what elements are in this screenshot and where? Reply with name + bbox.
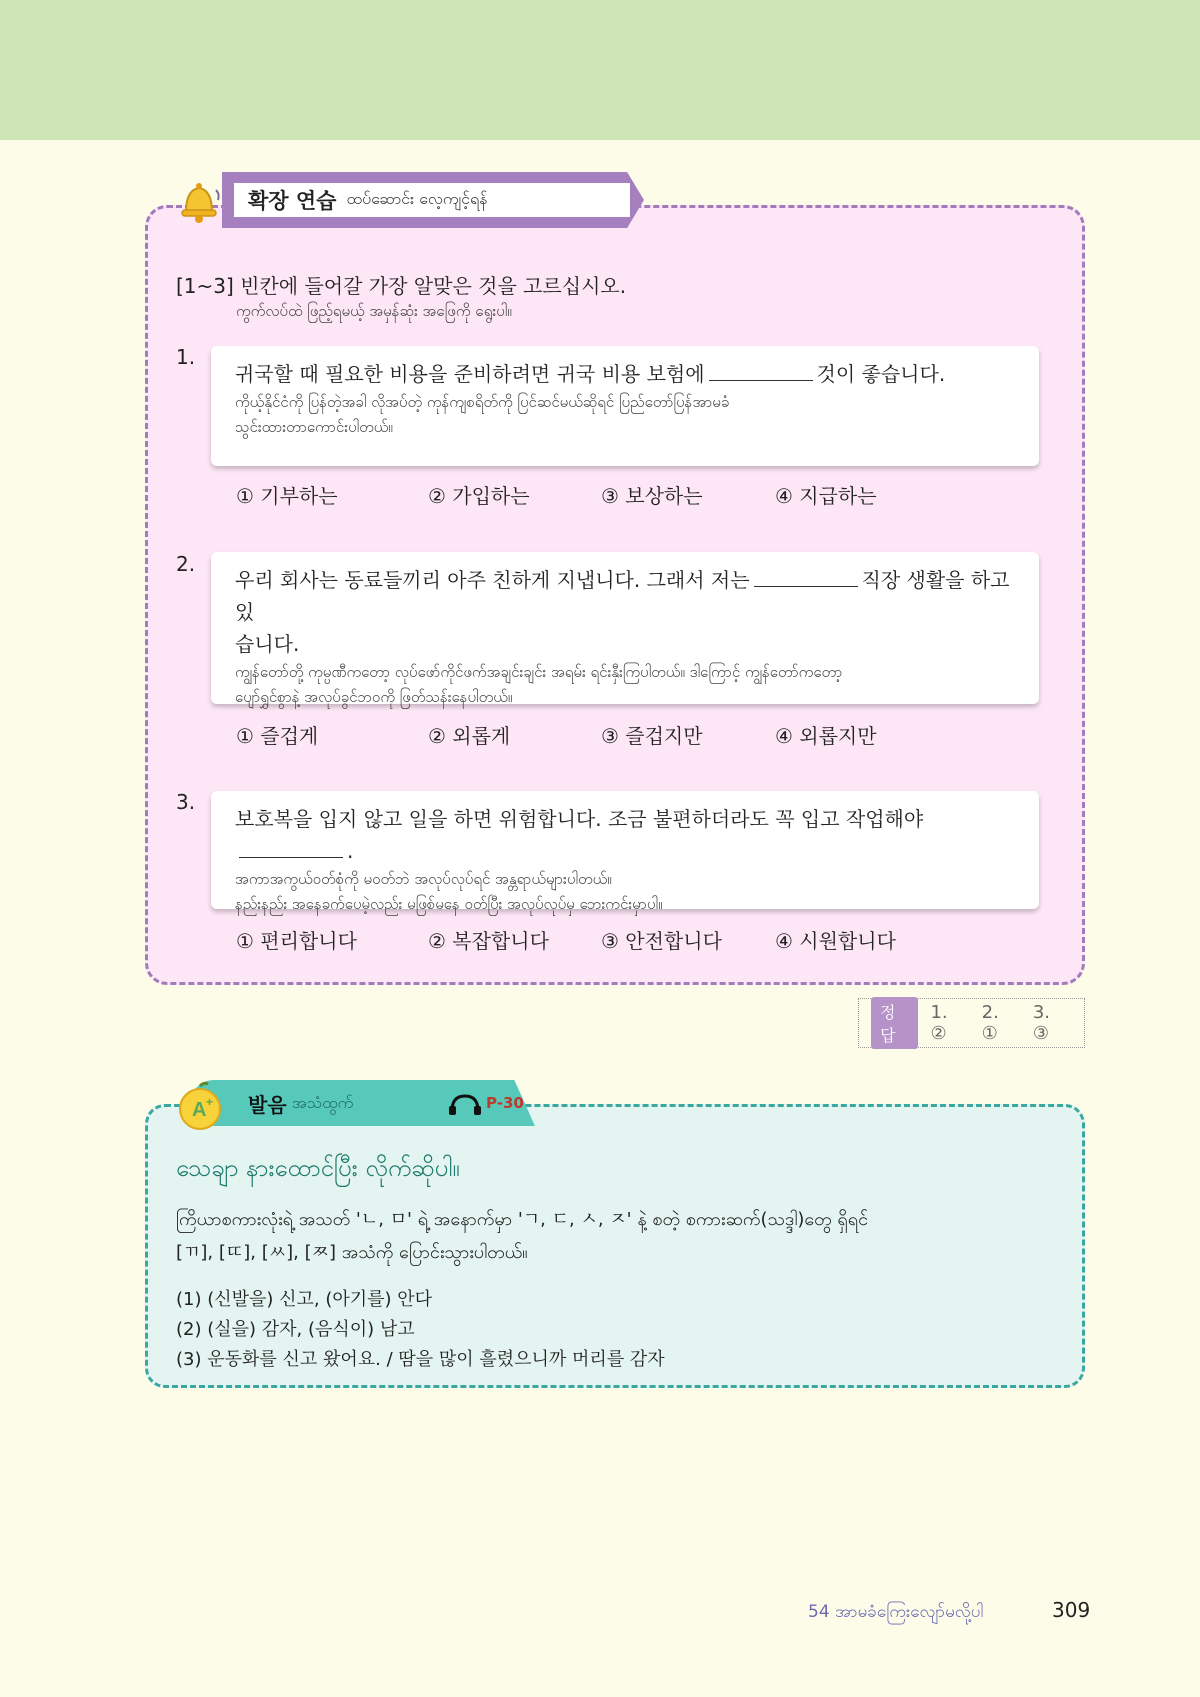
question-text-before: 보호복을 입지 않고 일을 하면 위험합니다. 조금 불편하더라도 꼭 입고 작업해야 bbox=[235, 807, 924, 831]
page-number: 309 bbox=[1052, 1598, 1091, 1622]
question-translation: ကျွန်တော်တို့ ကုမ္ပဏီကတော့ လုပ်ဖော်ကိုင်ဖက်အချင်းချင်း အရမ်း ရင်းနှီးကြပါတယ်။ ဒါကြောင့် ကျွန်တော်ကတော့ bbox=[235, 663, 843, 681]
question-text-before: 우리 회사는 동료들끼리 아주 친하게 지냅니다. 그래서 저는 bbox=[235, 568, 750, 592]
question-text-line2: 습니다. bbox=[235, 632, 300, 656]
apple-grade-icon bbox=[174, 1080, 226, 1132]
question-card bbox=[211, 346, 1039, 466]
answer-item: 1. ② bbox=[930, 1002, 948, 1044]
option-3[interactable]: ③ 즐겁지만 bbox=[601, 724, 703, 748]
pronunciation-tab bbox=[190, 1080, 535, 1126]
question-number: 2. bbox=[176, 552, 196, 576]
option-1[interactable]: ① 편리합니다 bbox=[236, 929, 357, 953]
pronunciation-heading: သေချာ နားထောင်ပြီး လိုက်ဆိုပါ။ bbox=[176, 1154, 460, 1182]
instruction: [1~3] 빈칸에 들어갈 가장 알맞은 것을 고르십시오. bbox=[176, 274, 627, 298]
question-translation: နည်းနည်း အနေခက်ပေမဲ့လည်း မဖြစ်မနေ ဝတ်ပြီး အလုပ်လုပ်မှ ဘေးကင်းမှာပါ။ bbox=[235, 895, 663, 913]
answer-key bbox=[858, 998, 1085, 1048]
answer-label: 정답 bbox=[871, 997, 918, 1049]
question-translation: ပျော်ရွှင်စွာနဲ့ အလုပ်ခွင်ဘဝကို ဖြတ်သန်းနေပါတယ်။ bbox=[235, 688, 513, 706]
pronunciation-title: 발음 bbox=[248, 1093, 287, 1117]
answer-blank bbox=[709, 362, 813, 381]
option-1[interactable]: ① 기부하는 bbox=[236, 484, 338, 508]
question-card bbox=[211, 552, 1039, 704]
option-2[interactable]: ② 가입하는 bbox=[428, 484, 530, 508]
option-3[interactable]: ③ 안전합니다 bbox=[601, 929, 722, 953]
exercise-title: 확장 연습 bbox=[248, 189, 337, 213]
option-list bbox=[236, 925, 1056, 955]
question-translation: ကိုယ့်နိုင်ငံကို ပြန်တဲ့အခါ လိုအပ်တဲ့ ကုန်ကျစရိတ်ကို ပြင်ဆင်မယ်ဆိုရင် ပြည်တော်ပြန်အာမခံ bbox=[235, 393, 730, 411]
question-text-after: 직장 생활을 하고 있 bbox=[235, 568, 1010, 624]
exercise-tab-label bbox=[234, 183, 630, 217]
answer-blank bbox=[754, 568, 858, 587]
exercise-title-mm: ထပ်ဆောင်း လေ့ကျင့်ရန် bbox=[346, 189, 488, 208]
pronunciation-title-mm: အသံထွက် bbox=[292, 1093, 354, 1112]
pronunciation-description: ကြိယာစကားလုံးရဲ့ အသတ် 'ㄴ, ㅁ' ရဲ့ အနောက်မှာ 'ㄱ, ㄷ, ㅅ, ㅈ' နဲ့ စတဲ့ စကားဆက်(သဒ္ဒါ)တွေ ရှိရင် bbox=[176, 1209, 869, 1230]
question-translation: သွင်းထားတာကောင်းပါတယ်။ bbox=[235, 418, 393, 436]
question-number: 1. bbox=[176, 345, 196, 369]
option-2[interactable]: ② 외롭게 bbox=[428, 724, 511, 748]
unit-title: 54 အာမခံကြေးလျော်မလို့ပါ bbox=[808, 1602, 984, 1622]
option-3[interactable]: ③ 보상하는 bbox=[601, 484, 703, 508]
answer-item: 3. ③ bbox=[1032, 1002, 1051, 1044]
pronunciation-example: (3) 운동화를 신고 왔어요. / 땀을 많이 흘렸으니까 머리를 감자 bbox=[176, 1349, 665, 1370]
top-band bbox=[0, 0, 1200, 140]
question-translation: အကာအကွယ်ဝတ်စုံကို မဝတ်ဘဲ အလုပ်လုပ်ရင် အန္တရာယ်များပါတယ်။ bbox=[235, 870, 612, 888]
audio-track-label: P-30 bbox=[486, 1094, 524, 1112]
question-text-after: 것이 좋습니다. bbox=[816, 362, 946, 386]
answer-item: 2. ① bbox=[981, 1002, 999, 1044]
svg-text:+: + bbox=[206, 1095, 214, 1109]
svg-text:A: A bbox=[192, 1099, 207, 1121]
pronunciation-example: (1) (신발을) 신고, (아기를) 안다 bbox=[176, 1289, 433, 1310]
bell-icon bbox=[176, 176, 222, 226]
question-text-before: 귀국할 때 필요한 비용을 준비하려면 귀국 비용 보험에 bbox=[235, 362, 705, 386]
option-4[interactable]: ④ 시원합니다 bbox=[775, 929, 896, 953]
option-1[interactable]: ① 즐겁게 bbox=[236, 724, 319, 748]
headphone-icon[interactable] bbox=[448, 1093, 482, 1115]
pronunciation-example: (2) (실을) 감자, (음식이) 남고 bbox=[176, 1319, 415, 1340]
option-4[interactable]: ④ 지급하는 bbox=[775, 484, 877, 508]
answer-blank bbox=[239, 839, 343, 858]
option-2[interactable]: ② 복잡합니다 bbox=[428, 929, 549, 953]
option-list bbox=[236, 480, 1056, 510]
question-text-after: . bbox=[347, 839, 354, 863]
question-text bbox=[235, 358, 1015, 390]
question-number: 3. bbox=[176, 790, 196, 814]
question-text bbox=[235, 564, 1015, 628]
question-text bbox=[235, 803, 1015, 867]
option-4[interactable]: ④ 외롭지만 bbox=[775, 724, 877, 748]
pronunciation-description: [ㄲ], [ㄸ], [ㅆ], [ㅉ] အသံကို ပြောင်းသွားပါတယ်။ bbox=[176, 1242, 528, 1263]
question-card bbox=[211, 791, 1039, 913]
option-list bbox=[236, 720, 1056, 750]
instruction-mm: ကွက်လပ်ထဲ ဖြည့်ရမယ့် အမှန်ဆုံး အဖြေကို ရွေးပါ။ bbox=[236, 302, 512, 320]
